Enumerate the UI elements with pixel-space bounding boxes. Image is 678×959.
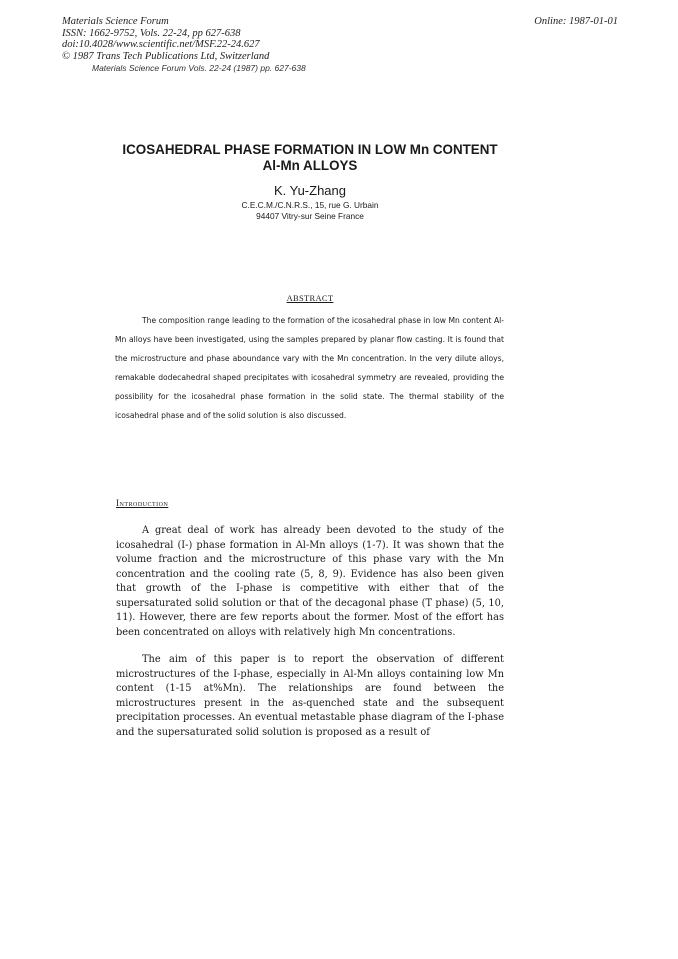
introduction-heading: Introduction	[116, 498, 169, 508]
paper-title	[0, 142, 620, 174]
publication-header	[62, 16, 269, 62]
introduction-paragraph-1: A great deal of work has already been devoted to the study of the icosahedral (I-) phase formation in Al-Mn alloys (1-7). It was shown that the volume fraction and the microstructure of this phase vary with the Mn concentration and the cooling rate (5, 8, 9). Evidence has also been given that growth of the I-phase is competitive with either that of the supersaturated solid solution or that of the decagonal phase (T phase) (5, 10, 11). However, there are few reports about the former. Most of the effort has been concentrated on alloys with relatively high Mn concentrations.	[116, 525, 504, 638]
title-line-1: ICOSAHEDRAL PHASE FORMATION IN LOW Mn CONTENT	[122, 142, 498, 157]
journal-name: Materials Science Forum	[62, 16, 169, 27]
affiliation-line-1: C.E.C.M./C.N.R.S., 15, rue G. Urbain	[241, 200, 379, 210]
author-name: K. Yu-Zhang	[273, 183, 347, 198]
abstract-text: The composition range leading to the formation of the icosahedral phase in low Mn content Al-Mn alloys have been investigated, using the samples prepared by planar flow casting. It is found that the microstructure and phase aboundance vary with the Mn concentration. In the very dilute alloys, remakable dodecahedral shaped precipitates with icosahedral symmetry are revealed, providing the possibility for the icosahedral phase formation in the solid state. The thermal stability of the icosahedral phase and of the solid solution is also discussed.	[115, 316, 504, 420]
affiliation	[0, 200, 620, 222]
title-line-2: Al-Mn ALLOYS	[262, 158, 358, 173]
abstract-heading: ABSTRACT	[286, 293, 334, 303]
affiliation-line-2: 94407 Vitry-sur Seine France	[256, 211, 364, 221]
doi-line[interactable]: doi:10.4028/www.scientific.net/MSF.22-24.627	[62, 39, 260, 50]
introduction-paragraph-2: The aim of this paper is to report the observation of different microstructures of the I-phase, especially in Al-Mn alloys containing low Mn content (1-15 at%Mn). The relationships are found between the microstructures present in the as-quenched state and the subsequent precipitation processes. An eventual metastable phase diagram of the I-phase and the supersaturated solid solution is proposed as a result of	[116, 654, 504, 738]
copyright-line: © 1987 Trans Tech Publications Ltd, Switzerland	[62, 50, 270, 62]
online-date: Online: 1987-01-01	[534, 16, 618, 27]
scanned-running-header: Materials Science Forum Vols. 22-24 (1987) pp. 627-638	[92, 63, 306, 73]
issn-line: ISSN: 1662-9752, Vols. 22-24, pp 627-638	[62, 27, 241, 39]
